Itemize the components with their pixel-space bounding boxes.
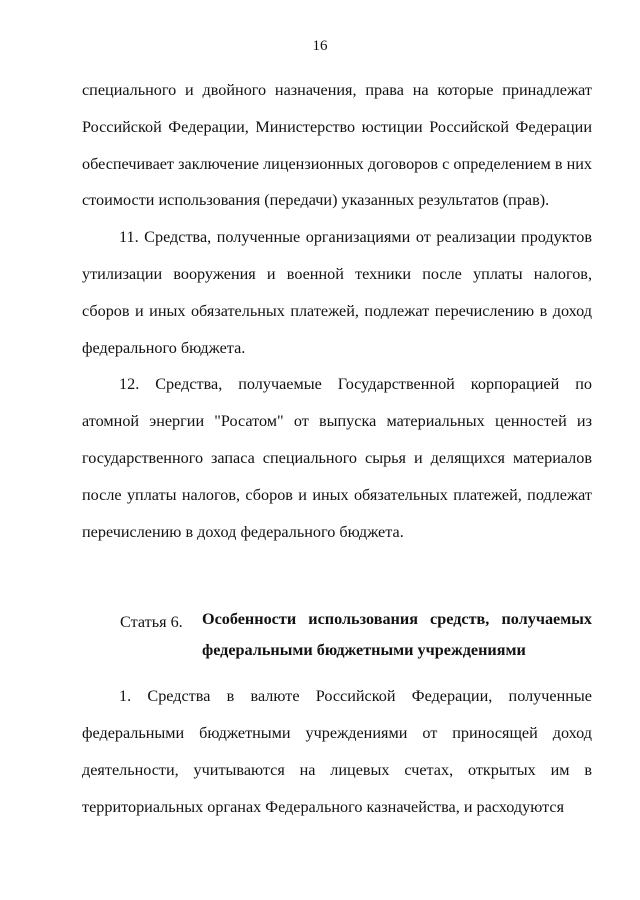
paragraph-12: 12. Средства, получаемые Государственной корпорацией по атомной энергии "Росатом" от выпуска материальных ценностей из государственного запаса специального сырья и делящихся материалов после уплаты налогов, сборов и иных обязательных платежей, подлежат перечислению в доход федерального бюджета. — [82, 375, 592, 541]
paragraph-11: 11. Средства, полученные организациями от реализации продуктов утилизации вооружения и военной техники после уплаты налогов, сборов и иных обязательных платежей, подлежат перечислению в доход федерального бюджета. — [82, 228, 592, 357]
article-label: Статья 6. — [120, 613, 183, 632]
article-title: Особенности использования средств, получаемых федеральными бюджетными учреждениями — [202, 610, 592, 660]
page-number: 16 — [312, 38, 328, 54]
paragraph-continuation: специального и двойного назначения, права на которые принадлежат Российской Федерации, Министерство юстиции Российской Федерации обеспечивает заключение лицензионных договоров с определением в них стоимости использования (передачи) указанных результатов (прав). — [82, 81, 592, 210]
article-heading — [82, 604, 592, 678]
document-body — [82, 72, 592, 826]
article-paragraph-1: 1. Средства в валюте Российской Федерации, полученные федеральными бюджетными учреждениями от приносящей доход деятельности, учитываются на лицевых счетах, открытых им в территориальных органах Федерального казначейства, и расходуются — [82, 687, 592, 816]
